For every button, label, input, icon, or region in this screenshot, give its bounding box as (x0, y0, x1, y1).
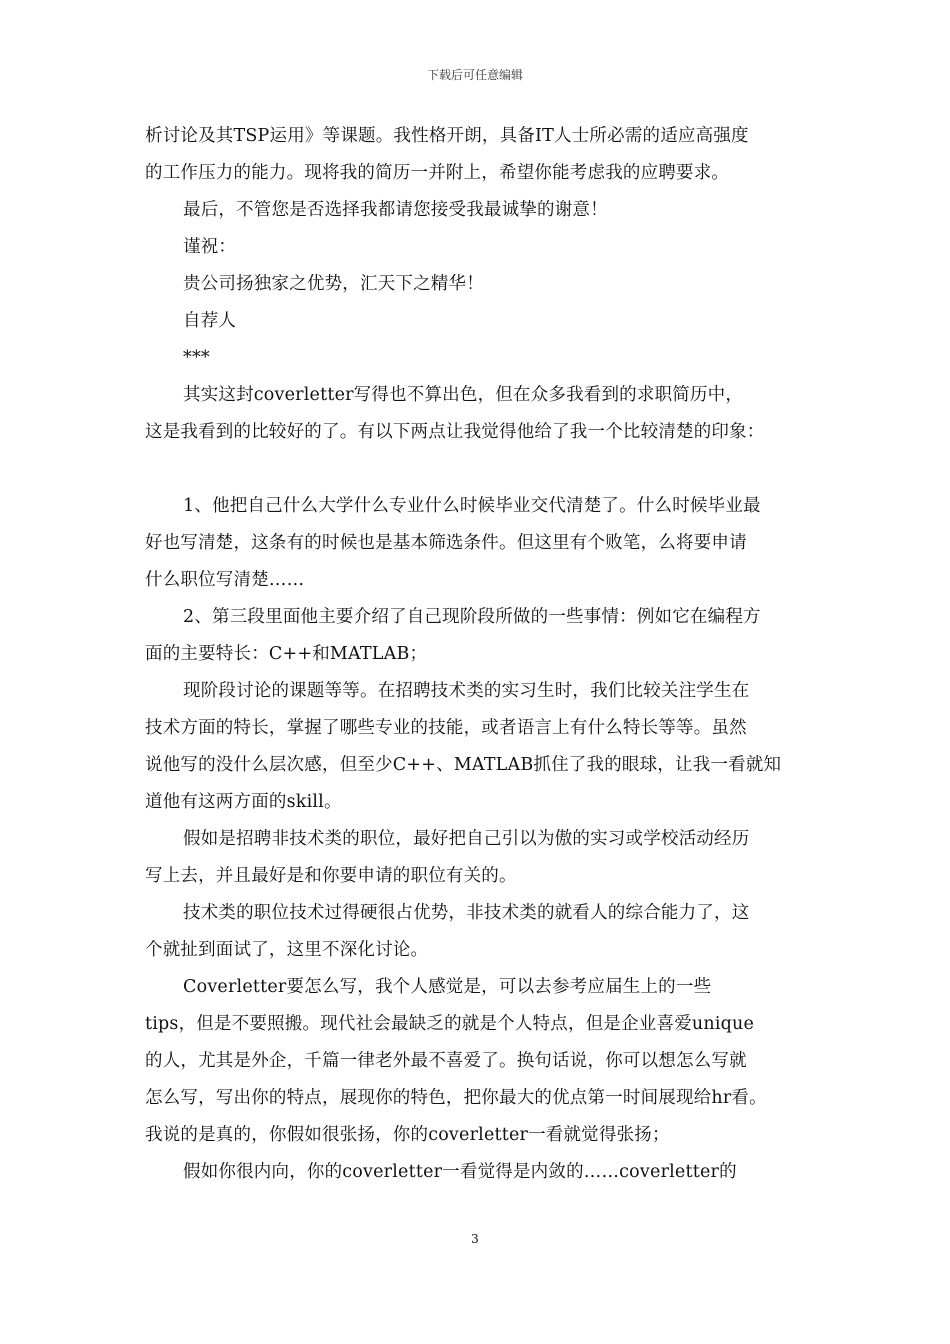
text-line: 技术类的职位技术过得硬很占优势，非技术类的就看人的综合能力了，这 (183, 903, 750, 923)
text-line: 2、第三段里面他主要介绍了自己现阶段所做的一些事情：例如它在编程方 (183, 607, 761, 627)
text-line: 析讨论及其TSP运用》等课题。我性格开朗，具备IT人士所必需的适应高强度 (145, 126, 749, 146)
text-line: 1、他把自己什么大学什么专业什么时候毕业交代清楚了。什么时候毕业最 (183, 496, 761, 516)
text-line: Coverletter要怎么写，我个人感觉是，可以去参考应届生上的一些 (183, 977, 712, 997)
text-line: 说他写的没什么层次感，但至少C++、MATLAB抓住了我的眼球，让我一看就知 (145, 755, 782, 775)
text-line: 好也写清楚，这条有的时候也是基本筛选条件。但这里有个败笔，么将要申请 (145, 533, 747, 553)
text-line: 谨祝： (183, 237, 237, 257)
text-line: *** (183, 348, 210, 368)
text-line: 面的主要特长：C++和MATLAB； (145, 644, 428, 664)
text-line: 假如你很内向，你的coverletter一看觉得是内敛的……coverletter的 (183, 1162, 737, 1182)
page-header: 下载后可任意编辑 (426, 68, 523, 82)
text-line: 怎么写，写出你的特点，展现你的特色，把你最大的优点第一时间展现给hr看。 (145, 1088, 767, 1108)
text-line: 技术方面的特长，掌握了哪些专业的技能，或者语言上有什么特长等等。虽然 (145, 718, 747, 738)
text-line: 什么职位写清楚…… (145, 570, 305, 590)
document-body (145, 118, 815, 1191)
text-line: 其实这封coverletter写得也不算出色，但在众多我看到的求职简历中， (183, 385, 744, 405)
page-number: 3 (471, 1232, 479, 1246)
text-line: 个就扯到面试了，这里不深化讨论。 (145, 940, 429, 960)
text-line: 这是我看到的比较好的了。有以下两点让我觉得他给了我一个比较清楚的印象： (145, 422, 765, 442)
blank-line (145, 451, 815, 488)
text-line: 的工作压力的能力。现将我的简历一并附上，希望你能考虑我的应聘要求。 (145, 163, 730, 183)
text-line: 假如是招聘非技术类的职位，最好把自己引以为傲的实习或学校活动经历 (183, 829, 750, 849)
text-line: tips，但是不要照搬。现代社会最缺乏的就是个人特点，但是企业喜爱unique (145, 1014, 755, 1034)
text-line: 道他有这两方面的skill。 (145, 792, 342, 812)
text-line: 自荐人 (183, 311, 237, 331)
text-line: 最后，不管您是否选择我都请您接受我最诚挚的谢意！ (183, 200, 608, 220)
text-line: 我说的是真的，你假如很张扬，你的coverletter一看就觉得张扬； (145, 1125, 670, 1145)
text-line: 的人，尤其是外企，千篇一律老外最不喜爱了。换句话说，你可以想怎么写就 (145, 1051, 747, 1071)
text-line: 写上去，并且最好是和你要申请的职位有关的。 (145, 866, 517, 886)
text-line: 贵公司扬独家之优势，汇天下之精华！ (183, 274, 484, 294)
text-line: 现阶段讨论的课题等等。在招聘技术类的实习生时，我们比较关注学生在 (183, 681, 750, 701)
